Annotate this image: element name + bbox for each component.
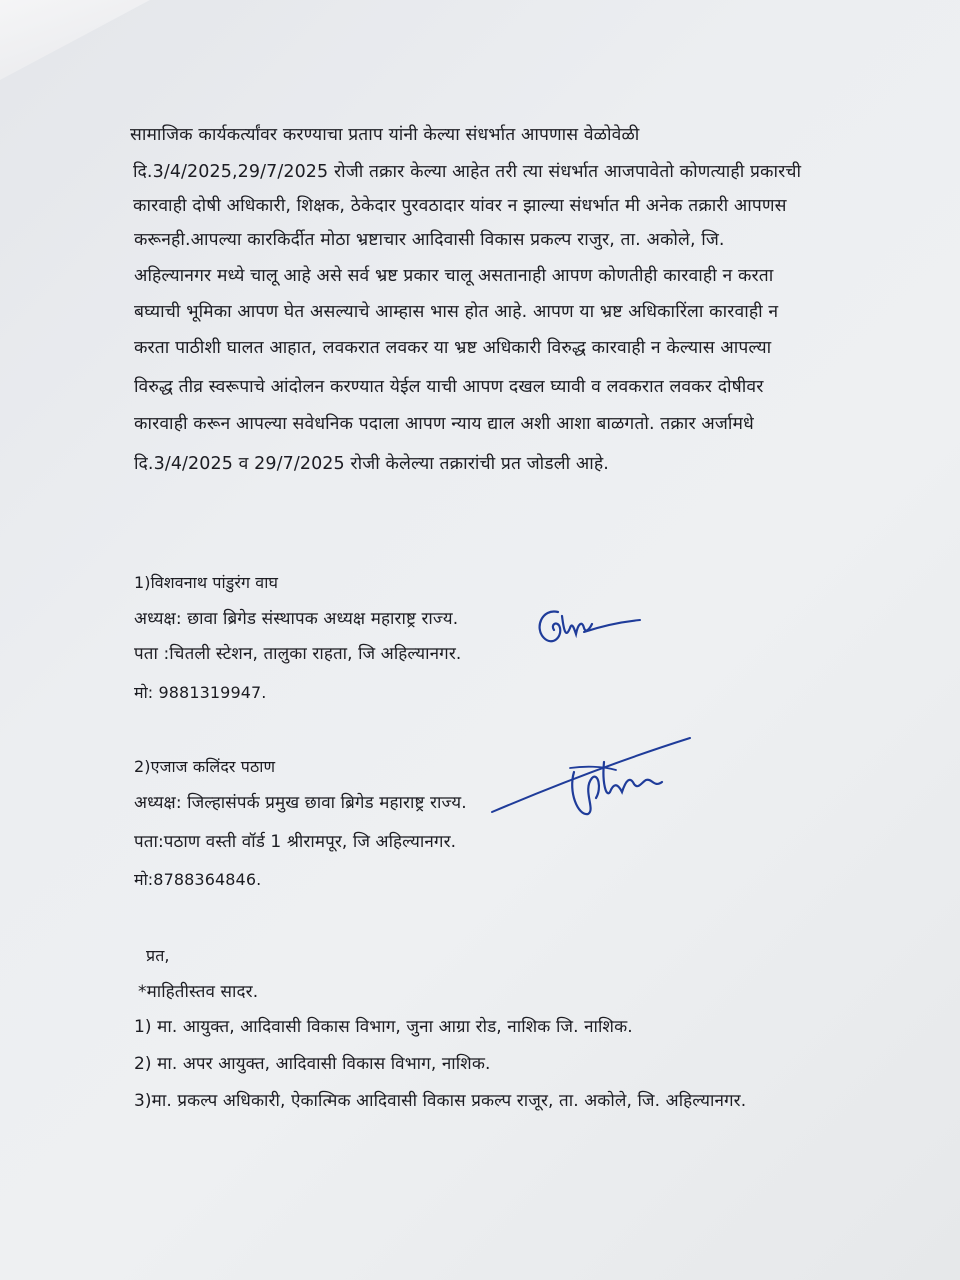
copy-to-item: 3)मा. प्रकल्प अधिकारी, ऐकात्मिक आदिवासी विकास प्रकल्प राजूर, ता. अकोले, जि. अहिल्यानगर. <box>134 1091 747 1111</box>
signatory-role: अध्यक्ष: जिल्हासंपर्क प्रमुख छावा ब्रिगेड महाराष्ट्र राज्य. <box>134 793 467 813</box>
copy-to-heading: प्रत, <box>146 946 170 965</box>
copy-to-subheading: *माहितीस्तव सादर. <box>138 982 259 1002</box>
body-line: कारवाही दोषी अधिकारी, शिक्षक, ठेकेदार पुरवठादार यांवर न झाल्या संधर्भात मी अनेक तक्रारी आपणस <box>133 196 787 216</box>
body-line: दि.3/4/2025 व 29/7/2025 रोजी केलेल्या तक्रारांची प्रत जोडली आहे. <box>134 454 609 474</box>
body-line: करता पाठीशी घालत आहात, लवकरात लवकर या भ्रष्ट अधिकारी विरुद्ध कारवाही न केल्यास आपल्या <box>134 338 772 358</box>
body-line: बघ्याची भूमिका आपण घेत असल्याचे आम्हास भास होत आहे. आपण या भ्रष्ट अधिकारिंला कारवाही न <box>134 302 779 322</box>
body-line: करूनही.आपल्या कारकिर्दीत मोठा भ्रष्टाचार आदिवासी विकास प्रकल्प राजुर, ता. अकोले, जि. <box>134 230 725 250</box>
signatory-address: पता :चितली स्टेशन, तालुका राहता, जि अहिल्यानगर. <box>134 644 462 664</box>
signatory-phone: मो: 9881319947. <box>134 683 267 702</box>
signature-1 <box>528 598 648 654</box>
copy-to-item: 1) मा. आयुक्त, आदिवासी विकास विभाग, जुना आग्रा रोड, नाशिक जि. नाशिक. <box>134 1017 633 1037</box>
body-line: कारवाही करून आपल्या सवेधनिक पदाला आपण न्याय द्याल अशी आशा बाळगतो. तक्रार अर्जामधे <box>134 414 754 434</box>
paper-fold <box>0 0 150 80</box>
signatory-phone: मो:8788364846. <box>134 870 262 889</box>
signature-2 <box>484 732 694 832</box>
signatory-name: 2)एजाज कलिंदर पठाण <box>134 757 276 776</box>
body-line: सामाजिक कार्यकर्त्यांवर करण्याचा प्रताप यांनी केल्या संधर्भात आपणास वेळोवेळी <box>130 125 640 145</box>
body-line: दि.3/4/2025,29/7/2025 रोजी तक्रार केल्या आहेत तरी त्या संधर्भात आजपावेतो कोणत्याही प्रकारची <box>133 162 802 182</box>
copy-to-item: 2) मा. अपर आयुक्त, आदिवासी विकास विभाग, नाशिक. <box>134 1054 491 1074</box>
body-line: विरुद्ध तीव्र स्वरूपाचे आंदोलन करण्यात येईल याची आपण दखल घ्यावी व लवकरात लवकर दोषीवर <box>134 377 764 397</box>
signatory-role: अध्यक्ष: छावा ब्रिगेड संस्थापक अध्यक्ष महाराष्ट्र राज्य. <box>134 609 459 629</box>
signatory-name: 1)विशवनाथ पांडुरंग वाघ <box>134 573 278 592</box>
body-line: अहिल्यानगर मध्ये चालू आहे असे सर्व भ्रष्ट प्रकार चालू असतानाही आपण कोणतीही कारवाही न करता <box>134 266 774 286</box>
signatory-address: पता:पठाण वस्ती वॉर्ड 1 श्रीरामपूर, जि अहिल्यानगर. <box>134 832 457 852</box>
